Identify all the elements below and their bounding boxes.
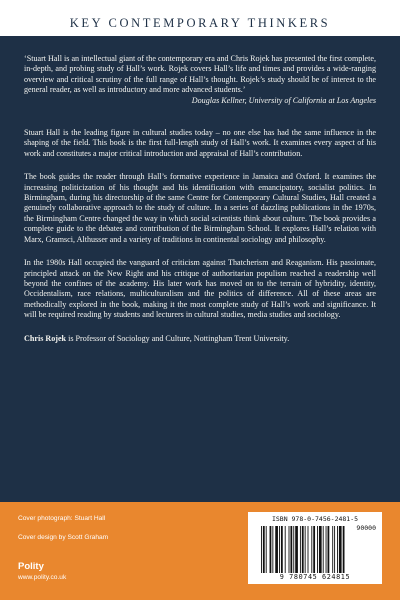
top-band — [0, 0, 400, 36]
author-bio: is Professor of Sociology and Culture, Nottingham Trent University. — [66, 333, 290, 343]
design-credit: Cover design by Scott Graham — [18, 534, 109, 541]
blurb-paragraph-2: The book guides the reader through Hall’s formative experience in Jamaica and Oxford. It examines the increasing politicization of his thought and his identification with emancipatory, socialist politics. In Birmingham, during his directorship of the same Centre for Contemporary Cultural Studies, Hall created a genuinely collaborative approach to the study of culture. In a series of dazzling publications in the 1970s, the Birmingham Centre changed the way in which social scientists think about culture. The book provides a complete guide to the debates and contribution of the Birmingham School. It explores Hall’s relation with Marx, Gramsci, Althusser and a variety of traditions in continental sociology and philosophy. — [24, 172, 376, 244]
photo-credit: Cover photograph: Stuart Hall — [18, 515, 106, 522]
endorsement-quote: ‘Stuart Hall is an intellectual giant of the contemporary era and Chris Rojek has presented the first complete, in-depth, and probing study of Hall’s work. Rojek covers Hall’s life and times and provides a wide-ranging overview and critical scrutiny of the full range of Hall’s thought. Rojek’s study should be of interest to the general reader, as well as introductory and more advanced students.’ — [24, 54, 376, 95]
ean-number: 9 780745 624815 — [279, 573, 351, 581]
blurb-paragraph-3: In the 1980s Hall occupied the vanguard of criticism against Thatcherism and Reaganism. His passionate, principled attack on the New Right and his critique of authoritarian populism reached a readership well beyond the confines of the academy. His later work has moved on to the terrain of hybridity, identity, Occidentalism, race relations, multiculturalism and the politics of difference. All of these areas are methodically explored in the book, making it the most complete study of Hall’s work and significance. It will be required reading by students and lecturers in cultural studies, media studies and sociology. — [24, 258, 376, 320]
barcode-box — [248, 512, 382, 584]
endorsement-attribution: Douglas Kellner, University of California at Los Angeles — [191, 95, 376, 105]
isbn-text: ISBN 978-0-7456-2481-5 — [271, 515, 359, 523]
publisher-logo: Polity — [18, 561, 44, 572]
publisher-website: www.polity.co.uk — [18, 574, 67, 581]
blurb-panel — [0, 36, 400, 502]
author-note — [24, 334, 376, 344]
price-code: 90000 — [356, 524, 376, 532]
barcode-icon — [260, 526, 370, 573]
author-name: Chris Rojek — [24, 333, 67, 343]
blurb-paragraph-1: Stuart Hall is the leading figure in cultural studies today – no one else has had the same influence in the shaping of the field. This book is the first full-length study of Hall’s work. It examines every aspect of his work and constitutes a major critical introduction and appraisal of Hall’s contribution. — [24, 128, 376, 158]
series-title: KEY CONTEMPORARY THINKERS — [69, 16, 331, 30]
